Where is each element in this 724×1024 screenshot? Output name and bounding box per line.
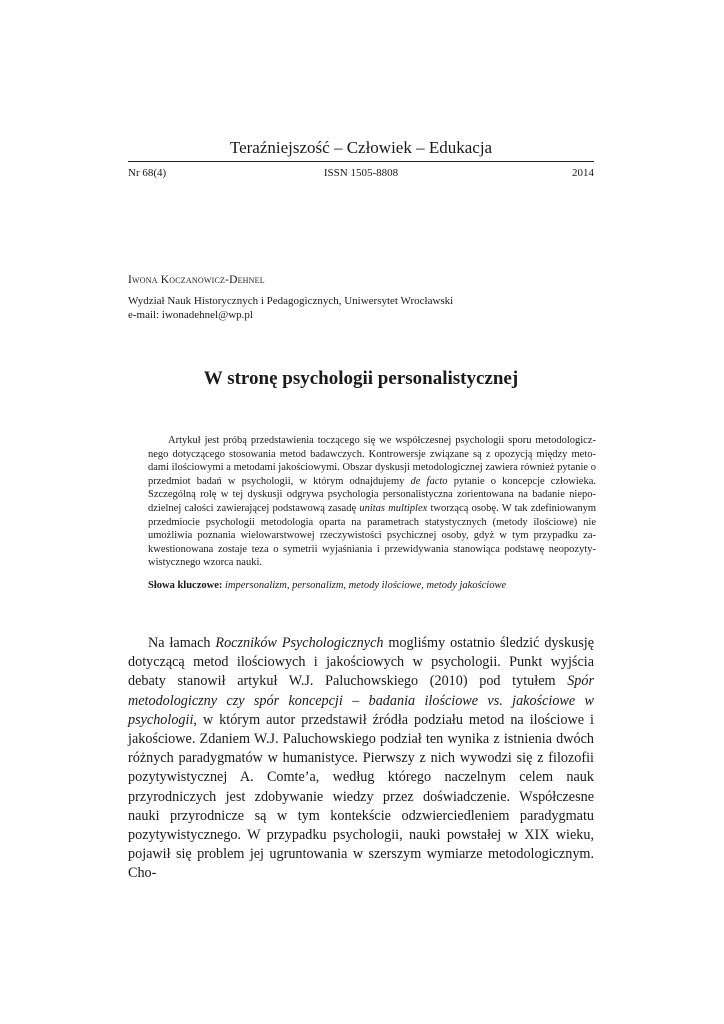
body-text-2: mogliśmy ostatnio śledzić dyskusję dotyczącą metod ilościowych i jakościowych w psychologii. Punkt wyjścia debaty stanowił artykuł W.J. Paluchowskiego (2010) pod tytułem [128,635,594,690]
body-italic-1: Roczników Psychologicznych [215,635,384,651]
keywords-label: Słowa kluczowe: [148,580,223,591]
body-text-3: , w którym autor przedstawił źródła podziału metod na ilościowe i jakościowe. Zdaniem W.J. Paluchowskiego podział ten wynika z istnienia dwóch różnych paradygmatów w humanistyce. Pierwszy z nich wywodzi się z filozofii pozytywistycznej A. Comte’a, według którego naczelnym celem nauk przyrodniczych jest zdobywanie wiedzy przez doświadczenie. Współczesne nauki przyrodnicze są w tym kontekście odzwierciedleniem paradygmatu pozytywistycznego. W przypadku psychologii, nauki powstałej w XIX wieku, pojawił się problem jej ugruntowania w szerszym wymiarze metodologicznym. Cho- [128,711,594,882]
body-text-1: Na łamach [148,635,216,651]
issue-year: 2014 [572,167,594,179]
abstract-italic-1: de facto [410,475,448,487]
author-email: e-mail: iwonadehnel@wp.pl [128,309,253,321]
abstract-text-3: tworzącą osobę. W tak zdefiniowanym przedmiocie psychologii metodologia oparta na parametrach statystycznych (metody ilościowe) nie umożliwia poznania wielowarstwowej rzeczywistości psychicznej osoby, gdyż w tym przypadku zakwestionowana zostaje teza o symetrii wyjaśniania i przewidywania stanowiąca podstawę neopozytywistycznego wzorca nauki. [148,502,597,569]
abstract [148,434,596,570]
abstract-italic-2: unitas multiplex [359,502,428,514]
paper-title: W stronę psychologii personalistycznej [203,368,519,389]
keywords [148,579,596,593]
issn: ISSN 1505-8808 [323,167,399,179]
body-italic-2: Spór metodologiczny czy spór koncepcji – badania ilościowe vs. jakościowe w psychologii [128,673,594,728]
author-affiliation: Wydział Nauk Historycznych i Pedagogicznych, Uniwersytet Wrocławski [128,295,454,307]
body-paragraph [128,634,594,884]
journal-title: Teraźniejszość – Człowiek – Edukacja [229,138,493,157]
abstract-text-2: pytanie o koncepcje człowieka. Szczególną rolę w tej dyskusji odgrywa psychologia personalistyczna zorientowana na badanie niepodzielnej całości zawierającej podstawową zasadę [148,475,596,514]
author-name: Iwona Koczanowicz-Dehnel [128,274,265,286]
abstract-paragraph [148,434,596,570]
keywords-list: impersonalizm, personalizm, metody ilościowe, metody jakościowe [225,580,507,591]
abstract-text-1: Artykuł jest próbą przedstawienia toczącego się we współczesnej psychologii sporu metodologicznego dotyczącego stosowania metod badawczych. Kontrowersje związane są z opozycją między metodami ilościowymi a metodami jakościowymi. Obszar dyskusji metodologicznej zawiera również pytanie o przedmiot badań w psychologii, w którym odnajdujemy [148,435,596,487]
issue-number: Nr 68(4) [128,167,167,179]
header-rule [128,161,594,162]
body-text [128,634,594,884]
